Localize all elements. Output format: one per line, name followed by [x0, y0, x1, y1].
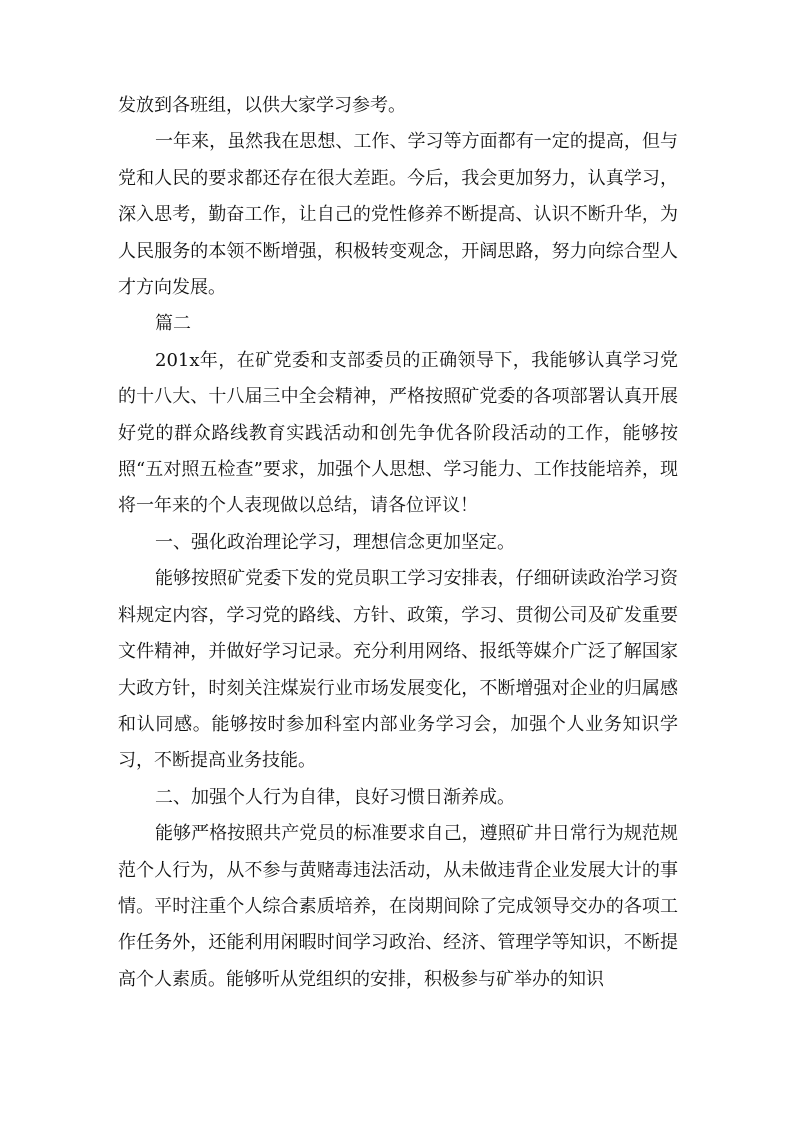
- paragraph-continuation: 发放到各班组，以供大家学习参考。: [118, 95, 406, 116]
- section-heading-part-two: 篇二: [155, 313, 191, 335]
- paragraph-political-study: 能够按照矿党委下发的党员职工学习安排表，仔细研读政治学习资料规定内容，学习党的路线、方针、政策，学习、贯彻公司及矿发重要文件精神，并做好学习记录。充分利用网络、报纸等媒介广泛了解国家大政方针，时刻关注煤炭行业市场发展变化，不断增强对企业的归属感和认同感。能够按时参加科室内部业务学习会，加强个人业务知识学习，不断提高业务技能。: [118, 568, 678, 772]
- paragraph-self-discipline: 能够严格按照共产党员的标准要求自己，遵照矿井日常行为规范规范个人行为，从不参与黄赌毒违法活动，从未做违背企业发展大计的事情。平时注重个人综合素质培养，在岗期间除了完成领导交办的各项工作任务外，还能利用闲暇时间学习政治、经济、管理学等知识，不断提高个人素质。能够听从党组织的安排，积极参与矿举办的知识: [118, 823, 678, 990]
- subheading-political-study: 一、强化政治理论学习，理想信念更加坚定。: [155, 531, 515, 553]
- subheading-self-discipline: 二、加强个人行为自律，良好习惯日渐养成。: [155, 786, 515, 808]
- paragraph-summary: 一年来，虽然我在思想、工作、学习等方面都有一定的提高，但与党和人民的要求都还存在很大差距。今后，我会更加努力，认真学习，深入思考，勤奋工作，让自己的党性修养不断提高、认识不断升华，为人民服务的本领不断增强，积极转变观念，开阔思路，努力向综合型人才方向发展。: [118, 131, 678, 299]
- document-page: [118, 88, 678, 998]
- paragraph-intro: 201x年，在矿党委和支部委员的正确领导下，我能够认真学习党的十八大、十八届三中全会精神，严格按照矿党委的各项部署认真开展好党的群众路线教育实践活动和创先争优各阶段活动的工作，能够按照“五对照五检查”要求，加强个人思想、学习能力、工作技能培养，现将一年来的个人表现做以总结，请各位评议！: [118, 349, 678, 517]
